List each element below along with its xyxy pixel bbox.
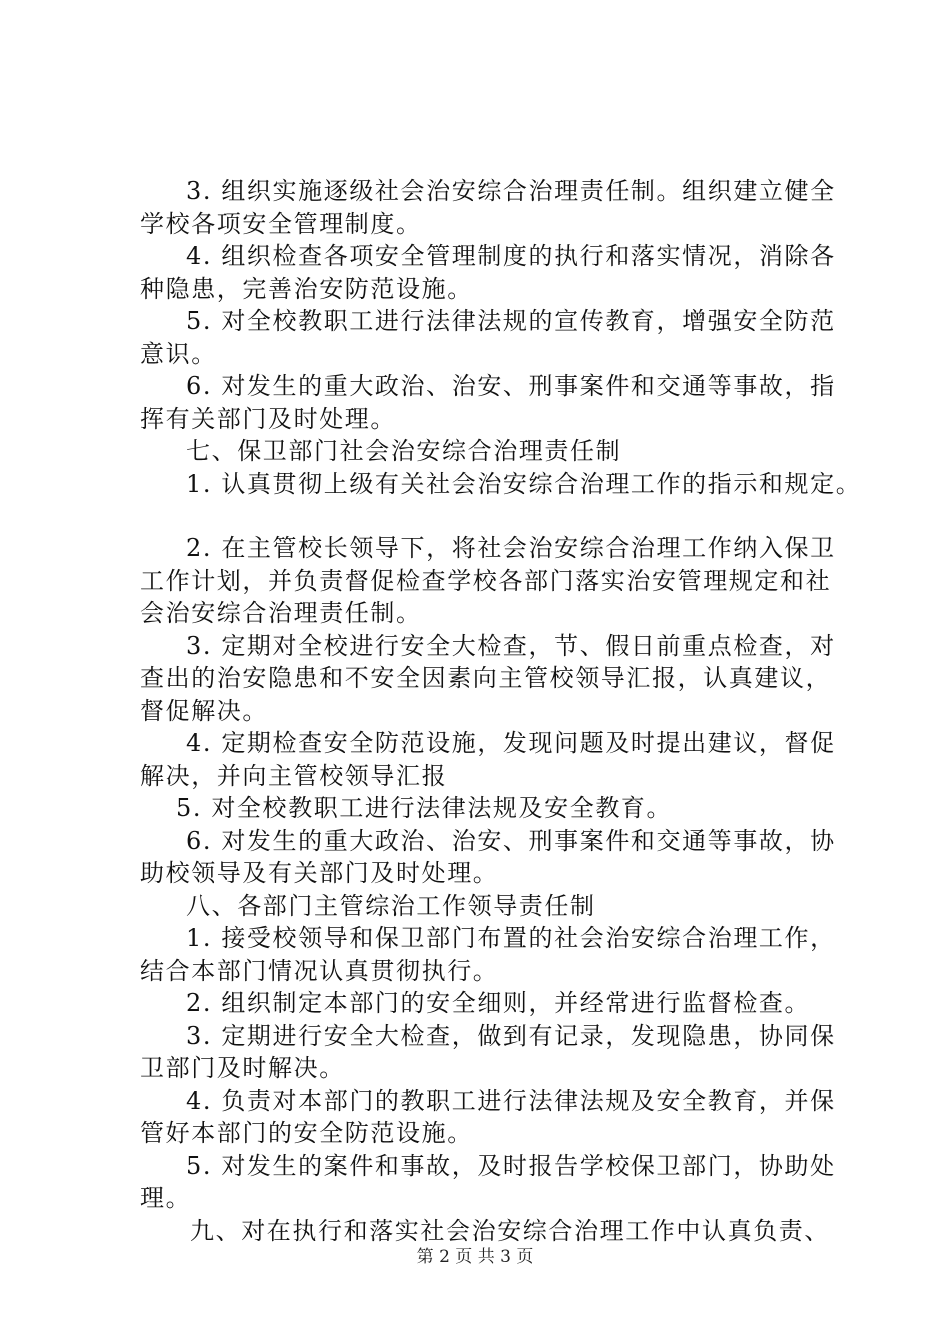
section-heading: 八、各部门主管综治工作领导责任制: [186, 891, 596, 920]
text-line: 4. 组织检查各项安全管理制度的执行和落实情况，消除各: [186, 242, 836, 270]
text-line: 5. 对发生的案件和事故，及时报告学校保卫部门，协助处: [186, 1151, 836, 1180]
text-line: 4. 定期检查安全防范设施，发现问题及时提出建议，督促: [186, 729, 836, 757]
text-line: 查出的治安隐患和不安全因素向主管校领导汇报，认真建议，: [140, 664, 832, 692]
section-heading: 九、对在执行和落实社会治安综合治理工作中认真负责、: [190, 1216, 830, 1245]
text-line: 学校各项安全管理制度。: [140, 209, 422, 238]
text-line: 6. 对发生的重大政治、治安、刑事案件和交通等事故，指: [186, 372, 836, 400]
text-line: 5. 对全校教职工进行法律法规的宣传教育，增强安全防范: [186, 307, 836, 335]
text-line: 2. 在主管校长领导下，将社会治安综合治理工作纳入保卫: [186, 534, 836, 562]
text-line: 卫部门及时解决。: [140, 1054, 345, 1082]
text-line: 解决，并向主管校领导汇报: [140, 761, 448, 790]
text-line: 6. 对发生的重大政治、治安、刑事案件和交通等事故，协: [186, 826, 836, 855]
text-line: 督促解决。: [140, 696, 268, 725]
document-body: [140, 175, 862, 1247]
text-line: 会治安综合治理责任制。: [140, 599, 422, 627]
text-line: 4. 负责对本部门的教职工进行法律法规及安全教育，并保: [186, 1086, 836, 1115]
text-line: 工作计划，并负责督促检查学校各部门落实治安管理规定和社: [140, 566, 832, 595]
page-footer: [0, 1242, 950, 1267]
text-line: 1. 认真贯彻上级有关社会治安综合治理工作的指示和规定。: [186, 469, 862, 498]
text-line: 3. 定期进行安全大检查，做到有记录，发现隐患，协同保: [186, 1021, 836, 1050]
text-line: 意识。: [140, 339, 217, 368]
section-heading: 七、保卫部门社会治安综合治理责任制: [186, 437, 622, 465]
page-number-label: 第 2 页 共 3 页: [416, 1247, 534, 1267]
text-line: 3. 组织实施逐级社会治安综合治理责任制。组织建立健全: [186, 177, 836, 205]
text-line: 助校领导及有关部门及时处理。: [140, 859, 499, 887]
blank-line: [140, 500, 840, 532]
text-line: 5. 对全校教职工进行法律法规及安全教育。: [176, 794, 673, 822]
text-line: 理。: [140, 1184, 192, 1212]
text-line: 1. 接受校领导和保卫部门布置的社会治安综合治理工作，: [186, 924, 836, 952]
text-line: 挥有关部门及时处理。: [140, 404, 396, 433]
text-line: 种隐患，完善治安防范设施。: [140, 274, 473, 303]
text-line: 结合本部门情况认真贯彻执行。: [140, 956, 499, 985]
text-line: 3. 定期对全校进行安全大检查，节、假日前重点检查，对: [186, 631, 836, 660]
text-line: 管好本部门的安全防范设施。: [140, 1119, 473, 1147]
text-line: 2. 组织制定本部门的安全细则，并经常进行监督检查。: [186, 989, 811, 1017]
